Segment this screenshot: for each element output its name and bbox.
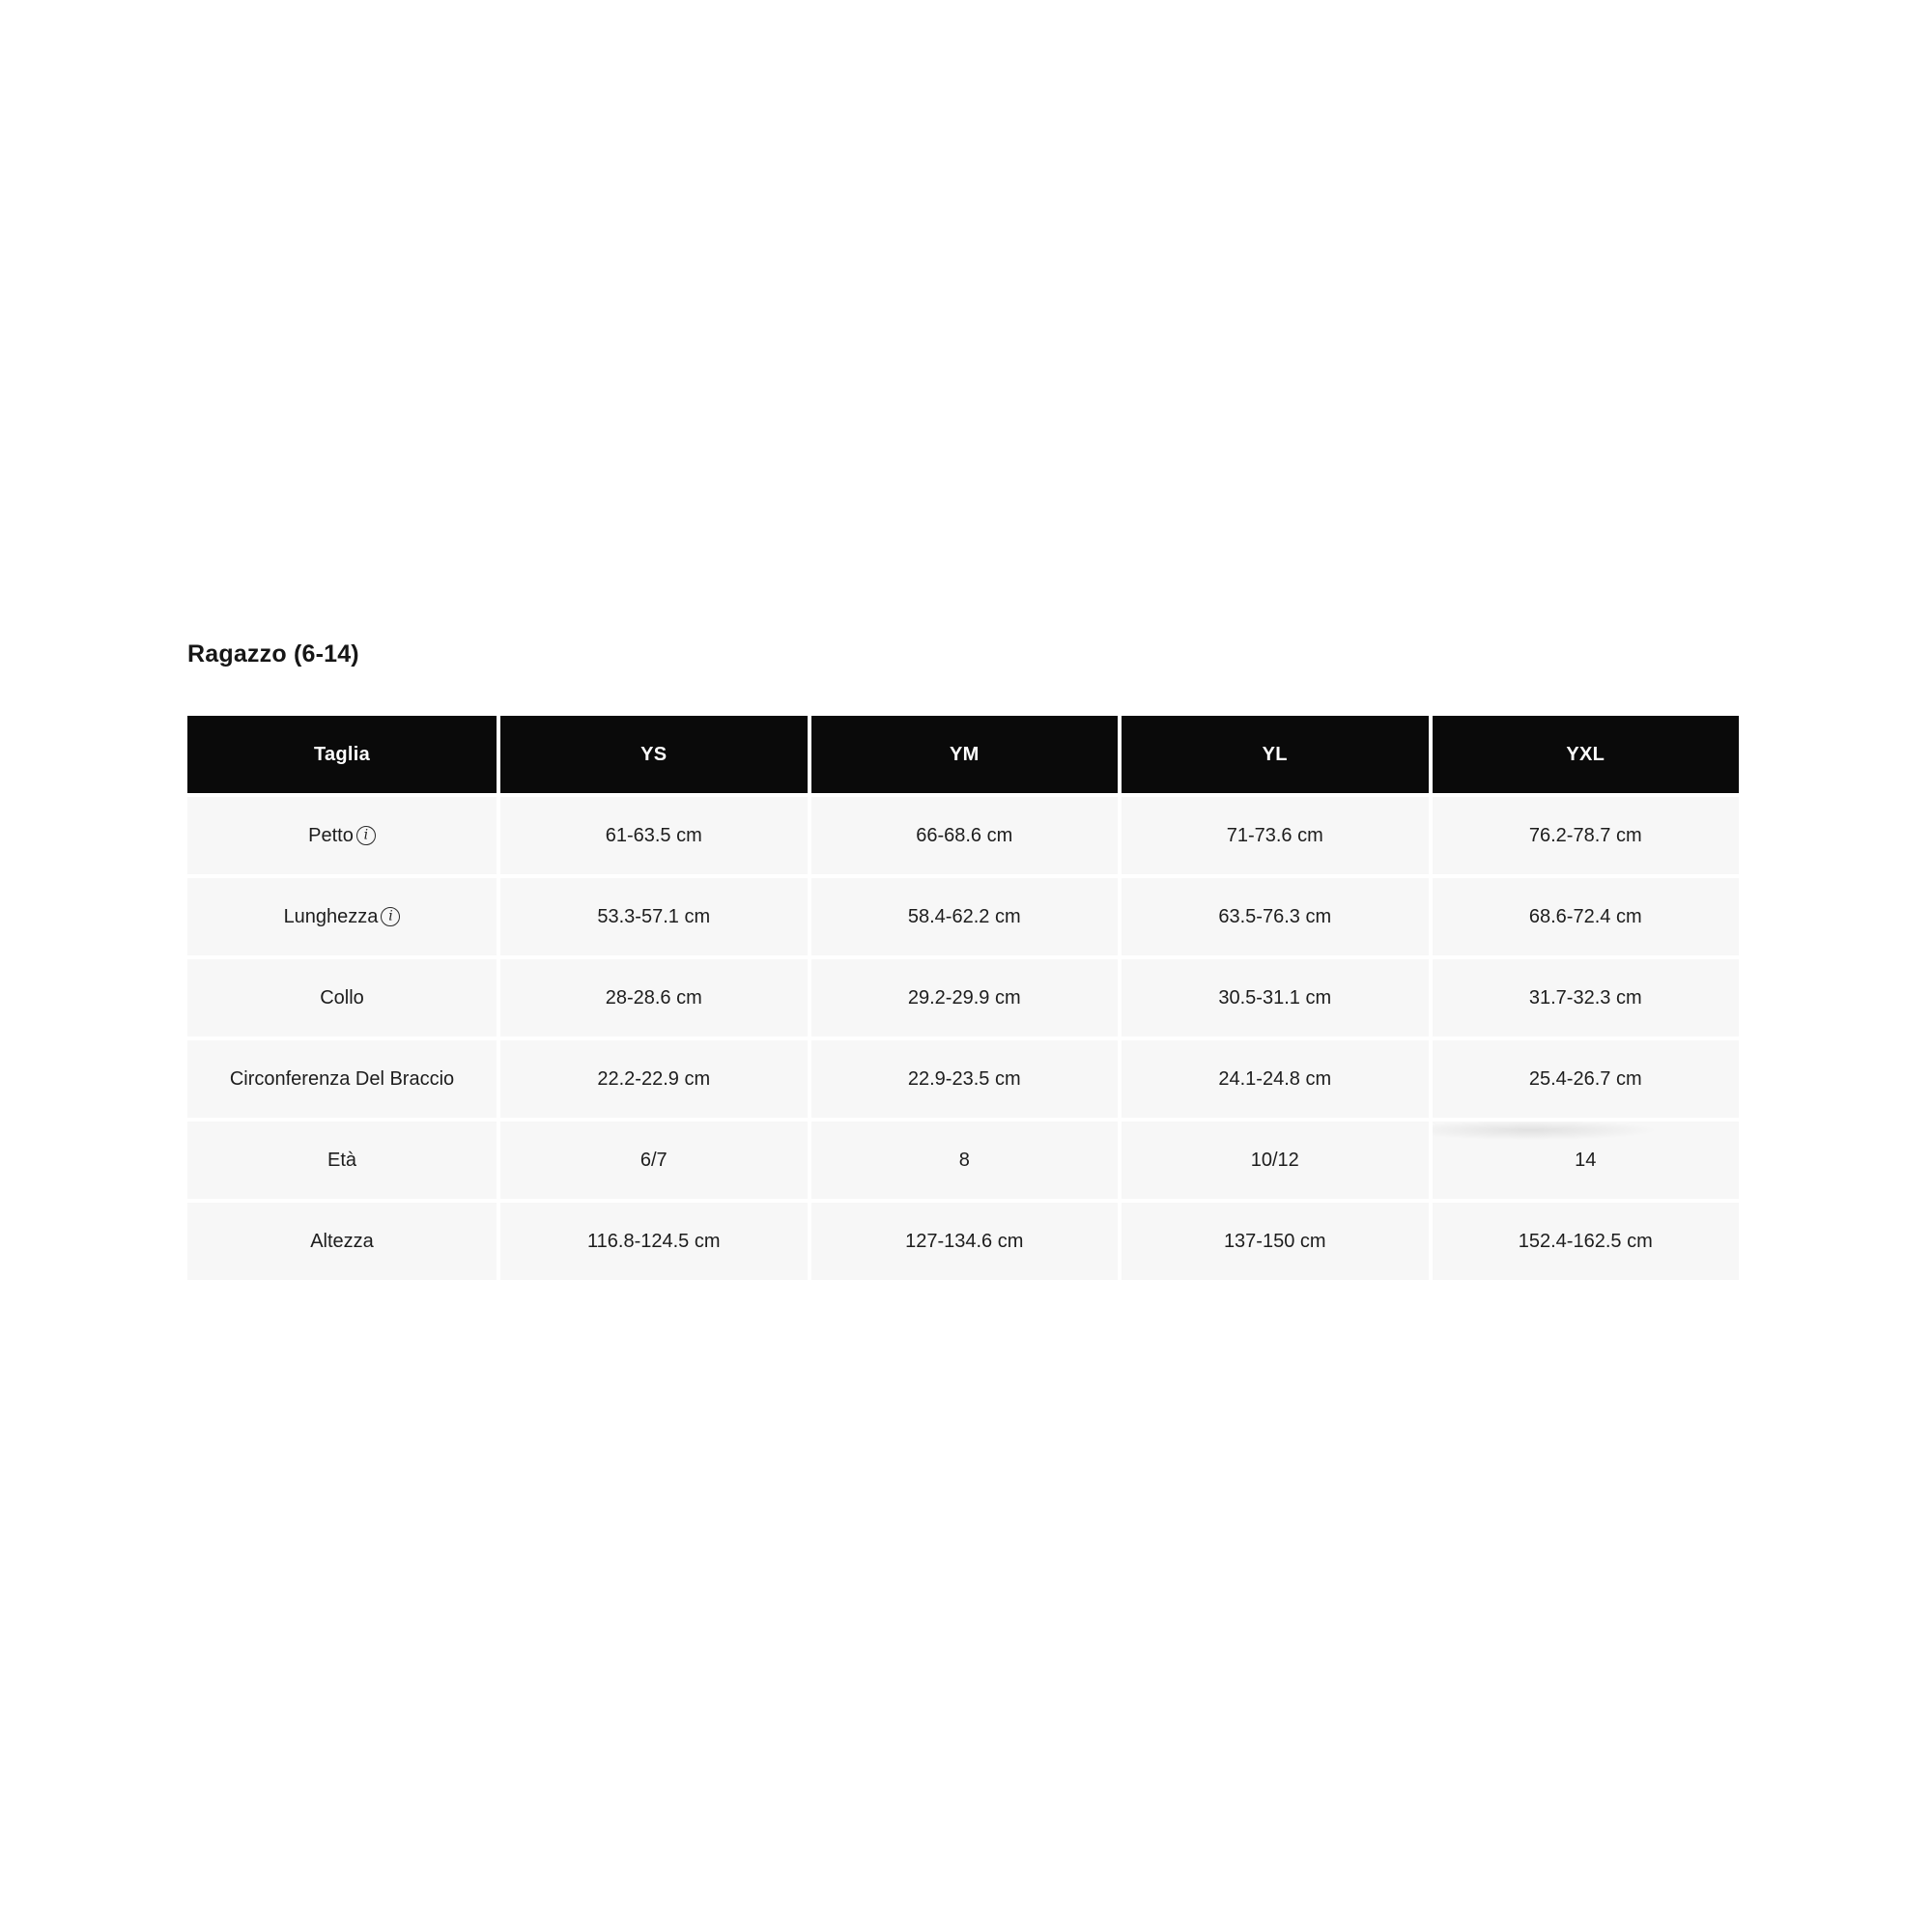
table-cell: 71-73.6 cm — [1122, 797, 1429, 874]
info-icon-glyph: i — [363, 827, 369, 843]
table-cell: 24.1-24.8 cm — [1122, 1040, 1429, 1118]
info-icon[interactable] — [381, 907, 400, 926]
table-cell: 61-63.5 cm — [500, 797, 808, 874]
table-cell: 152.4-162.5 cm — [1433, 1203, 1740, 1280]
column-header-taglia: Taglia — [187, 716, 497, 793]
row-label-altezza — [187, 1203, 497, 1280]
size-chart-table — [187, 716, 1739, 1280]
table-cell: 127-134.6 cm — [811, 1203, 1119, 1280]
column-header-yl: YL — [1122, 716, 1429, 793]
column-header-ys: YS — [500, 716, 808, 793]
row-label-eta — [187, 1122, 497, 1199]
row-label-text: Altezza — [310, 1230, 374, 1252]
column-header-yxl: YXL — [1433, 716, 1740, 793]
table-cell: 68.6-72.4 cm — [1433, 878, 1740, 955]
row-label-collo — [187, 959, 497, 1037]
row-label-text: Età — [327, 1149, 357, 1171]
row-label-petto — [187, 797, 497, 874]
page-title: Ragazzo (6-14) — [187, 640, 359, 668]
table-cell: 22.9-23.5 cm — [811, 1040, 1119, 1118]
table-cell: 22.2-22.9 cm — [500, 1040, 808, 1118]
row-label-text: Circonferenza Del Braccio — [229, 1067, 455, 1090]
table-cell: 31.7-32.3 cm — [1433, 959, 1740, 1037]
row-label-text: Lunghezza — [283, 905, 379, 927]
row-label-text: Petto — [308, 824, 354, 846]
table-cell: 30.5-31.1 cm — [1122, 959, 1429, 1037]
table-cell: 28-28.6 cm — [500, 959, 808, 1037]
info-icon[interactable] — [356, 826, 376, 845]
table-cell: 14 — [1433, 1122, 1740, 1199]
row-label-text: Collo — [320, 986, 364, 1009]
table-cell: 8 — [811, 1122, 1119, 1199]
table-cell: 137-150 cm — [1122, 1203, 1429, 1280]
table-cell: 116.8-124.5 cm — [500, 1203, 808, 1280]
table-cell: 66-68.6 cm — [811, 797, 1119, 874]
table-cell: 76.2-78.7 cm — [1433, 797, 1740, 874]
table-cell: 29.2-29.9 cm — [811, 959, 1119, 1037]
table-cell: 53.3-57.1 cm — [500, 878, 808, 955]
table-cell: 25.4-26.7 cm — [1433, 1040, 1740, 1118]
table-cell: 10/12 — [1122, 1122, 1429, 1199]
table-cell: 6/7 — [500, 1122, 808, 1199]
table-cell: 58.4-62.2 cm — [811, 878, 1119, 955]
row-label-circonferenza-del-braccio — [187, 1040, 497, 1118]
table-cell: 63.5-76.3 cm — [1122, 878, 1429, 955]
info-icon-glyph: i — [388, 908, 393, 924]
column-header-ym: YM — [811, 716, 1119, 793]
row-label-lunghezza — [187, 878, 497, 955]
